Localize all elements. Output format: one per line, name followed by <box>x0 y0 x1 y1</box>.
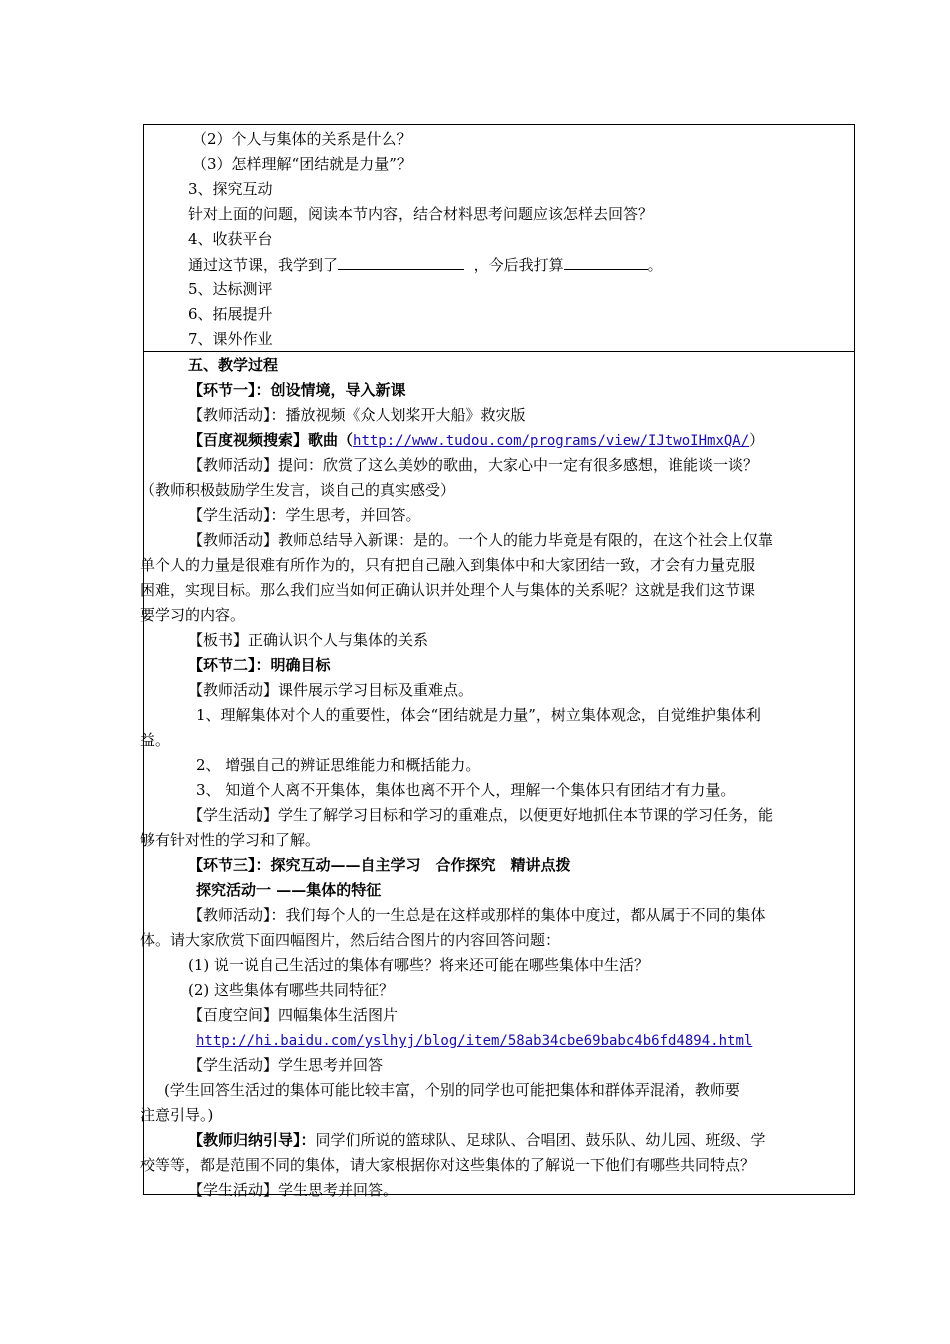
link1-teacher-3-l1: 【教师活动】教师总结导入新课：是的。一个人的能力毕竟是有限的，在这个社会上仅靠 <box>188 531 774 549</box>
link3-guide-l2: 校等等，都是范围不同的集体，请大家根据你对这些集体的了解说一下他们有哪些共同特点？ <box>140 1156 756 1174</box>
step-3-text: 针对上面的问题，阅读本节内容，结合材料思考问题应该怎样去回答？ <box>188 205 654 223</box>
link1-teacher-3-l2: 单个人的力量是很难有所作为的，只有把自己融入到集体中和大家团结一致，才会有力量克服 <box>140 556 756 574</box>
link2-student-l2: 够有针对性的学习和了解。 <box>140 831 321 849</box>
tudou-link[interactable]: http://www.tudou.com/programs/view/IJtwoIHmxQA/ <box>353 433 750 449</box>
link2-student-l1: 【学生活动】学生了解学习目标和学习的重难点，以便更好地抓住本节课的学习任务，能 <box>188 806 774 824</box>
step-4-title: 4、收获平台 <box>188 230 273 248</box>
harvest-text-a: 通过这节课，我学到了 <box>188 256 339 274</box>
table-cell-process <box>140 351 854 1199</box>
question-2b: (2) 这些集体有哪些共同特征？ <box>188 981 395 999</box>
search-label: 【百度视频搜索】歌曲（ <box>188 431 354 449</box>
link3-teacher-l2: 体。请大家欣赏下面四幅图片，然后结合图片的内容回答问题： <box>140 931 561 949</box>
process-heading: 五、教学过程 <box>188 356 279 374</box>
link3-guide-l1 <box>188 1131 766 1149</box>
guide-label: 【教师归纳引导】： <box>188 1131 316 1149</box>
link1-search <box>188 431 764 450</box>
question-3: （3）怎样理解“团结就是力量”？ <box>192 155 412 173</box>
link1-teacher-2-l2: （教师积极鼓励学生发言，谈自己的真实感受） <box>140 481 456 499</box>
harvest-sentence <box>188 255 663 274</box>
fill-blank-2 <box>564 255 648 270</box>
step-3-title: 3、探究互动 <box>188 180 273 198</box>
link1-board: 【板书】正确认识个人与集体的关系 <box>188 631 429 649</box>
step-7-title: 7、课外作业 <box>188 330 273 348</box>
step-5-title: 5、达标测评 <box>188 280 273 298</box>
baidu-space-row <box>196 1031 752 1050</box>
harvest-text-c: 。 <box>647 256 663 274</box>
fill-blank-1 <box>338 255 464 270</box>
link1-title: 【环节一】：创设情境，导入新课 <box>188 381 406 399</box>
link1-teacher-3-l3: 困难，实现目标。那么我们应当如何正确认识并处理个人与集体的关系呢？这就是我们这节课 <box>140 581 756 599</box>
goal-1-l2: 益。 <box>140 731 171 749</box>
link3-title: 【环节三】：探究互动——自主学习 合作探究 精讲点拨 <box>188 856 571 874</box>
link1-teacher-2-l1: 【教师活动】提问：欣赏了这么美妙的歌曲，大家心中一定有很多感想，谁能谈一谈？ <box>188 456 759 474</box>
link3-teacher-l1: 【教师活动】：我们每个人的一生总是在这样或那样的集体中度过，都从属于不同的集体 <box>188 906 766 924</box>
step-6-title: 6、拓展提升 <box>188 305 273 323</box>
goal-3: 3、 知道个人离不开集体，集体也离不开个人，理解一个集体只有团结才有力量。 <box>196 781 736 799</box>
link3-student-1: 【学生活动】学生思考并回答 <box>188 1056 384 1074</box>
question-1: (1) 说一说自己生活过的集体有哪些？将来还可能在哪些集体中生活？ <box>188 956 650 974</box>
guide-text: 同学们所说的篮球队、足球队、合唱团、鼓乐队、幼儿园、班级、学 <box>315 1131 766 1149</box>
goal-1-l1: 1、理解集体对个人的重要性，体会“团结就是力量”，树立集体观念，自觉维护集体利 <box>196 706 761 724</box>
link1-teacher-3-l4: 要学习的内容。 <box>140 606 246 624</box>
lesson-table <box>140 124 855 1199</box>
link3-student-2: 【学生活动】学生思考并回答。 <box>188 1181 399 1199</box>
baidu-space-label: 【百度空间】四幅集体生活图片 <box>188 1006 399 1024</box>
link2-title: 【环节二】：明确目标 <box>188 656 331 674</box>
baidu-space-link[interactable]: http://hi.baidu.com/yslhyj/blog/item/58ab34cbe69babc4b6fd4894.html <box>196 1033 753 1049</box>
link1-teacher-1: 【教师活动】：播放视频《众人划桨开大船》救灾版 <box>188 406 526 424</box>
link3-note-l2: 注意引导。) <box>140 1106 214 1124</box>
question-2: （2）个人与集体的关系是什么？ <box>192 130 412 148</box>
link3-note-l1: (学生回答生活过的集体可能比较丰富，个别的同学也可能把集体和群体弄混淆，教师要 <box>164 1081 740 1099</box>
activity-1-title: 探究活动一 ——集体的特征 <box>196 881 382 899</box>
link1-student: 【学生活动】：学生思考，并回答。 <box>188 506 421 524</box>
goal-2: 2、 增强自己的辨证思维能力和概括能力。 <box>196 756 481 774</box>
table-cell-steps <box>144 125 854 352</box>
harvest-text-b: ，今后我打算 <box>473 256 564 274</box>
search-close: ） <box>749 431 765 449</box>
link2-teacher: 【教师活动】课件展示学习目标及重难点。 <box>188 681 474 699</box>
